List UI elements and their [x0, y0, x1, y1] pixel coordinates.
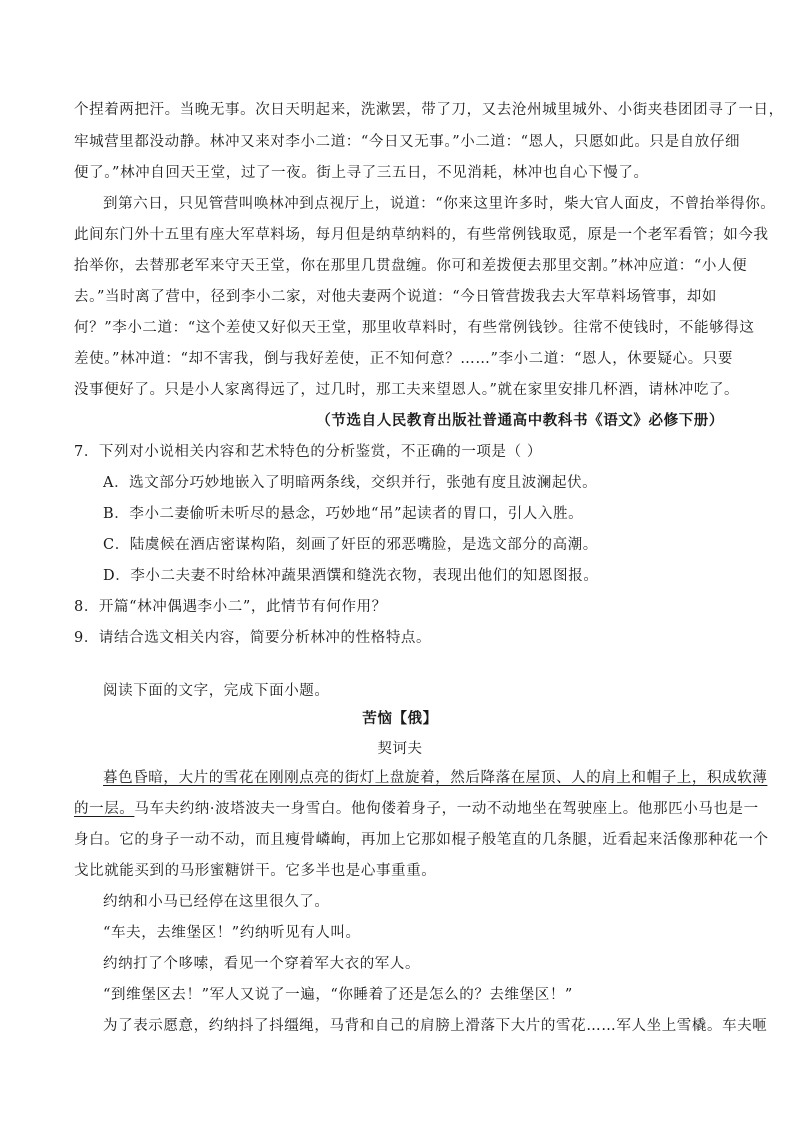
excerpt-line: 去。”当时离了营中，径到李小二家，对他夫妻两个说道：“今日管营拨我去大军草料场管事，却如 — [74, 289, 717, 305]
reading-instruction: 阅读下面的文字，完成下面小题。 — [103, 683, 330, 699]
excerpt-line: 便了。”林冲自回天王堂，过了一夜。街上寻了三五日，不见消耗，林冲也自心下慢了。 — [74, 165, 649, 181]
underlined-sentence-end: 的一层。 — [74, 801, 135, 817]
excerpt-line: 何？”李小二道：“这个差使又好似天王堂，那里收草料时，有些常例钱钞。往常不使钱时，不能够得这 — [74, 320, 755, 336]
reading-author: 契诃夫 — [377, 741, 423, 757]
excerpt-source: （节选自人民教育出版社普通高中教科书《语文》必修下册） — [316, 412, 724, 429]
question-9: 9．请结合选文相关内容，简要分析林冲的性格特点。 — [74, 630, 432, 646]
paragraph-line: “到维堡区去！”军人又说了一遍，“你睡着了还是怎么的？去维堡区！” — [103, 987, 573, 1003]
question-8: 8．开篇“林冲偶遇李小二”，此情节有何作用？ — [74, 599, 387, 615]
paragraph-line — [74, 799, 759, 819]
excerpt-line: 到第六日，只见管营叫唤林冲到点视厅上，说道：“你来这里许多时，柴大官人面皮，不曾抬举得你。 — [103, 196, 776, 212]
question-7-option-c: C．陆虞候在酒店密谋构陷，刻画了奸臣的邪恶嘴脸，是选文部分的高潮。 — [103, 537, 598, 553]
paragraph-text: 马车夫约纳·波塔波夫一身雪白。他佝偻着身子，一动不动地坐在驾驶座上。他那匹小马也是一 — [134, 801, 759, 817]
paragraph-line: 戈比就能买到的马形蜜糖饼干。它多半也是心事重重。 — [74, 863, 437, 879]
excerpt-line: 个捏着两把汗。当晚无事。次日天明起来，洗漱罢，带了刀，又去沧州城里城外、小街夹巷团团寻了一日， — [74, 102, 784, 118]
paragraph-line: 约纳和小马已经停在这里很久了。 — [103, 894, 330, 910]
excerpt-line: 没事便好了。只是小人家离得远了，过几时，那工夫来望恩人。”就在家里安排几杯酒，请林冲吃了。 — [74, 382, 740, 398]
question-7-stem: 7．下列对小说相关内容和艺术特色的分析鉴赏，不正确的一项是（ ） — [74, 444, 543, 460]
question-7-option-b: B．李小二妻偷听未听尽的悬念，巧妙地“吊”起读者的胃口，引人入胜。 — [103, 506, 584, 522]
reading-title: 苦恼【俄】 — [362, 710, 438, 727]
question-7-option-a: A．选文部分巧妙地嵌入了明暗两条线，交织并行，张弛有度且波澜起伏。 — [103, 475, 598, 491]
paragraph-line: 为了表示愿意，约纳抖了抖缰绳，马背和自己的肩膀上滑落下大片的雪花……军人坐上雪橇。车夫咂 — [103, 1018, 768, 1034]
paragraph-line: 约纳打了个哆嗦，看见一个穿着军大衣的军人。 — [103, 956, 421, 972]
underlined-sentence: 暮色昏暗，大片的雪花在刚刚点亮的街灯上盘旋着，然后降落在屋顶、人的肩上和帽子上，积成软薄 — [103, 770, 768, 786]
paragraph-line: 身白。它的身子一动不动，而且瘦骨嶙峋，再加上它那如棍子般笔直的几条腿，近看起来活像那种花一个 — [74, 832, 769, 848]
excerpt-line: 此间东门外十五里有座大军草料场，每月但是纳草纳料的，有些常例钱取觅，原是一个老军看管；如今我 — [74, 227, 769, 243]
question-7-option-d: D．李小二夫妻不时给林冲蔬果酒馔和缝洗衣物，表现出他们的知恩图报。 — [103, 568, 599, 584]
paragraph-line: “车夫，去维堡区！”约纳听见有人叫。 — [103, 925, 361, 941]
excerpt-line: 差使。”林冲道：“却不害我，倒与我好差使，正不知何意？……”李小二道：“恩人，休要疑心。只要 — [74, 351, 733, 367]
excerpt-line: 抬举你，去替那老军来守天王堂，你在那里几贯盘缠。你可和差拨便去那里交割。”林冲应道：“小人便 — [74, 258, 748, 274]
excerpt-line: 牢城营里都没动静。林冲又来对李小二道：“今日又无事。”小二道：“恩人，只愿如此。只是自放仔细 — [74, 134, 741, 150]
